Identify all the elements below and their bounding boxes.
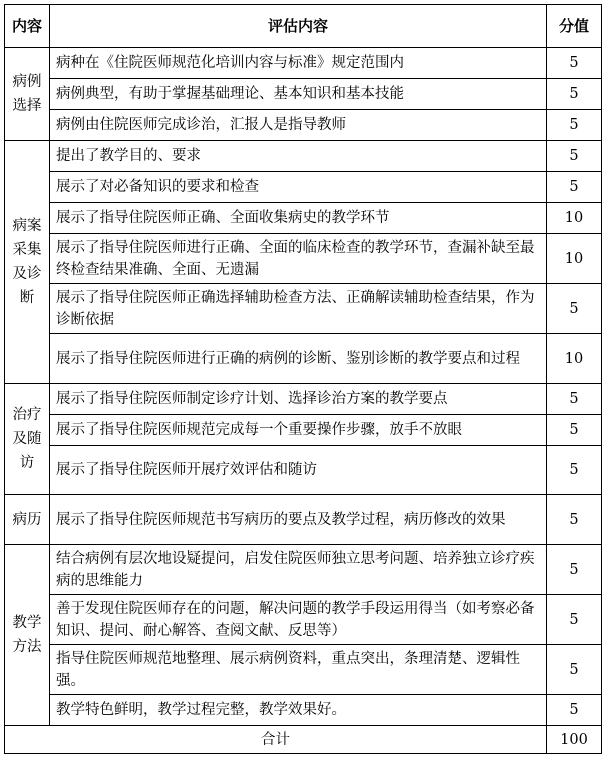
item-text: 展示了指导住院医师进行正确、全面的临床检查的教学环节，查漏补缺至最终检查结果准确、全面、无遗漏 — [50, 234, 547, 284]
table-row — [5, 172, 602, 203]
table-row — [5, 595, 602, 645]
item-score: 5 — [547, 172, 602, 203]
table-row — [5, 334, 602, 384]
evaluation-table — [4, 4, 602, 754]
item-text: 展示了指导住院医师规范完成每一个重要操作步骤，放手不放眼 — [50, 415, 547, 446]
category-cell-treatment-followup: 治疗及随访 — [5, 384, 50, 495]
item-score: 10 — [547, 234, 602, 284]
table-row — [5, 203, 602, 234]
table-row — [5, 415, 602, 446]
header-category: 内容 — [5, 5, 50, 48]
item-score: 5 — [547, 284, 602, 334]
table-row — [5, 141, 602, 172]
item-score: 5 — [547, 645, 602, 695]
header-content: 评估内容 — [50, 5, 547, 48]
item-text: 善于发现住院医师存在的问题，解决问题的教学手段运用得当（如考察必备知识、提问、耐心解答、查阅文献、反思等） — [50, 595, 547, 645]
item-score: 5 — [547, 110, 602, 141]
item-score: 5 — [547, 384, 602, 415]
table-row — [5, 284, 602, 334]
total-label: 合计 — [5, 726, 547, 754]
table-row — [5, 545, 602, 595]
item-text: 展示了指导住院医师开展疗效评估和随访 — [50, 446, 547, 495]
item-text: 展示了指导住院医师正确、全面收集病史的教学环节 — [50, 203, 547, 234]
item-score: 5 — [547, 415, 602, 446]
item-text: 指导住院医师规范地整理、展示病例资料，重点突出，条理清楚、逻辑性强。 — [50, 645, 547, 695]
item-text: 展示了指导住院医师制定诊疗计划、选择诊治方案的教学要点 — [50, 384, 547, 415]
item-score: 5 — [547, 79, 602, 110]
total-score: 100 — [547, 726, 602, 754]
item-score: 5 — [547, 141, 602, 172]
table-row — [5, 110, 602, 141]
item-text: 展示了指导住院医师规范书写病历的要点及教学过程，病历修改的效果 — [50, 495, 547, 545]
header-score: 分值 — [547, 5, 602, 48]
item-text: 病例典型，有助于掌握基础理论、基本知识和基本技能 — [50, 79, 547, 110]
item-score: 5 — [547, 48, 602, 79]
item-score: 5 — [547, 495, 602, 545]
table-row — [5, 79, 602, 110]
item-score: 10 — [547, 334, 602, 384]
item-text: 展示了指导住院医师进行正确的病例的诊断、鉴别诊断的教学要点和过程 — [50, 334, 547, 384]
total-row — [5, 726, 602, 754]
item-score: 5 — [547, 595, 602, 645]
item-score: 5 — [547, 695, 602, 726]
table-row — [5, 384, 602, 415]
header-row — [5, 5, 602, 48]
table-row — [5, 645, 602, 695]
item-score: 10 — [547, 203, 602, 234]
item-text: 提出了教学目的、要求 — [50, 141, 547, 172]
table-row — [5, 234, 602, 284]
item-text: 展示了对必备知识的要求和检查 — [50, 172, 547, 203]
table-row — [5, 446, 602, 495]
item-text: 病例由住院医师完成诊治，汇报人是指导教师 — [50, 110, 547, 141]
category-cell-case-selection: 病例选择 — [5, 48, 50, 141]
item-text: 展示了指导住院医师正确选择辅助检查方法、正确解读辅助检查结果，作为诊断依据 — [50, 284, 547, 334]
category-cell-medical-record: 病历 — [5, 495, 50, 545]
item-text: 教学特色鲜明，教学过程完整，教学效果好。 — [50, 695, 547, 726]
table-row — [5, 695, 602, 726]
table-row — [5, 48, 602, 79]
item-score: 5 — [547, 545, 602, 595]
category-cell-teaching-method: 教学方法 — [5, 545, 50, 726]
item-score: 5 — [547, 446, 602, 495]
category-cell-history-diagnosis: 病案采集及诊断 — [5, 141, 50, 384]
item-text: 结合病例有层次地设疑提问，启发住院医师独立思考问题、培养独立诊疗疾病的思维能力 — [50, 545, 547, 595]
table-row — [5, 495, 602, 545]
item-text: 病种在《住院医师规范化培训内容与标准》规定范围内 — [50, 48, 547, 79]
